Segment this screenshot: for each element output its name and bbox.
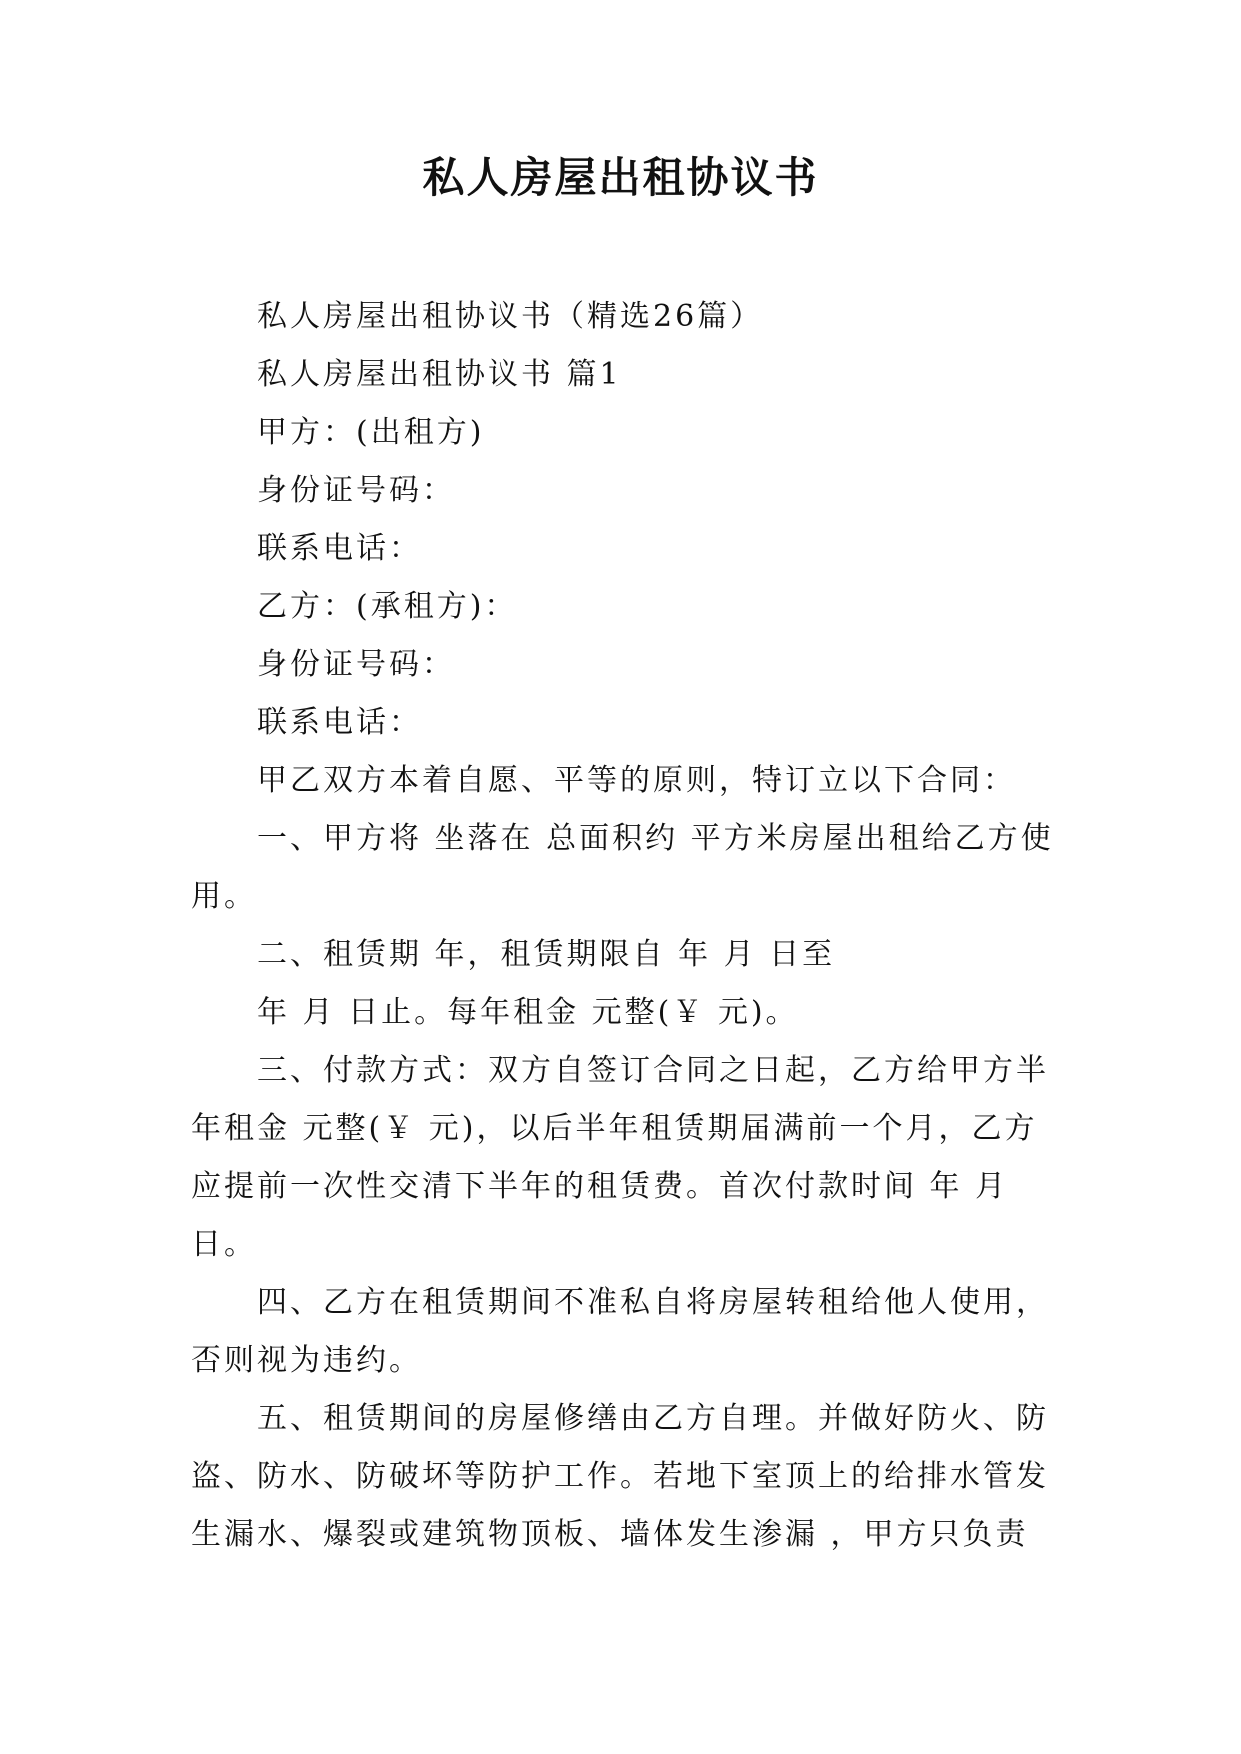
paragraph-collection-title: 私人房屋出租协议书（精选26篇）	[257, 299, 764, 334]
paragraph-clause-4: 四、乙方在租赁期间不准私自将房屋转租给他人使用，否则视为违约。	[191, 1285, 1049, 1378]
document-body	[191, 288, 1061, 1564]
paragraph-party-a-id: 身份证号码：	[257, 473, 455, 508]
paragraph-clause-5: 五、租赁期间的房屋修缮由乙方自理。并做好防火、防盗、防水、防破坏等防护工作。若地下室顶上的给排水管发生漏水、爆裂或建筑物顶板、墙体发生渗漏 ，甲方只负责	[191, 1401, 1049, 1552]
paragraph-party-b-id: 身份证号码：	[257, 647, 455, 682]
paragraph-section-heading: 私人房屋出租协议书 篇1	[257, 357, 622, 392]
paragraph-clause-2-cont: 年 月 日止。每年租金 元整(￥ 元)。	[257, 995, 799, 1030]
document-title: 私人房屋出租协议书	[422, 153, 819, 202]
paragraph-clause-1: 一、甲方将 坐落在 总面积约 平方米房屋出租给乙方使用。	[191, 821, 1054, 914]
paragraph-clause-2: 二、租赁期 年，租赁期限自 年 月 日至	[257, 937, 836, 972]
paragraph-preamble: 甲乙双方本着自愿、平等的原则，特订立以下合同：	[257, 763, 1016, 798]
paragraph-party-b-phone: 联系电话：	[257, 705, 422, 740]
paragraph-party-a: 甲方：(出租方)	[257, 415, 485, 450]
paragraph-party-b: 乙方：(承租方)：	[257, 589, 518, 624]
paragraph-party-a-phone: 联系电话：	[257, 531, 422, 566]
paragraph-clause-3: 三、付款方式：双方自签订合同之日起，乙方给甲方半年租金 元整(￥ 元)，以后半年租赁期届满前一个月，乙方应提前一次性交清下半年的租赁费。首次付款时间 年 月 日。	[191, 1053, 1049, 1262]
